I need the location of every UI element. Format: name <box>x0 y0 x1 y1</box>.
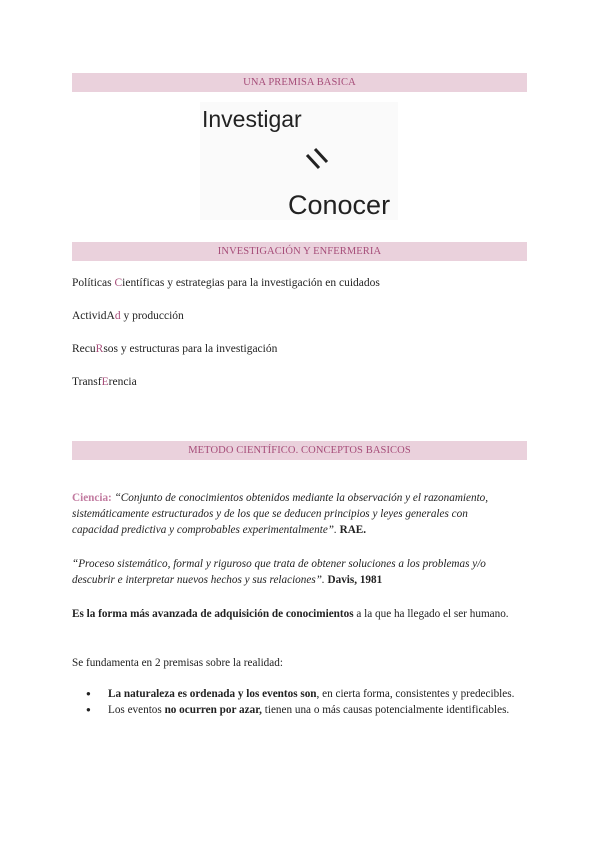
section-title-premisa: UNA PREMISA BASICA <box>72 73 527 92</box>
term-ciencia: Ciencia: <box>72 492 112 504</box>
definition-davis: “Proceso sistemático, formal y riguroso que trata de obtener soluciones a los problemas y/o descubrir e interpretar nuevos hechos y sus relaciones”. Davis, 1981 <box>72 558 486 586</box>
list-item: ActividAd y producción <box>72 310 184 322</box>
equals-icon <box>304 146 332 172</box>
list-item: Políticas Científicas y estrategias para la investigación en cuidados <box>72 277 380 289</box>
section-title-metodo: METODO CIENTÍFICO. CONCEPTOS BASICOS <box>72 441 527 460</box>
highlight-letter: R <box>95 343 104 355</box>
list-item: RecuRsos y estructuras para la investigación <box>72 343 278 355</box>
source-rae: RAE. <box>336 524 367 536</box>
highlight-letter: d <box>114 310 121 322</box>
highlight-letter: C <box>114 277 123 289</box>
list-item: ● La naturaleza es ordenada y los eventos son, en cierta forma, consistentes y predecibles. <box>72 686 527 702</box>
list-item: TransfErencia <box>72 376 137 388</box>
investigar-conocer-diagram <box>200 102 398 220</box>
premises-list <box>72 686 527 718</box>
list-item: ● Los eventos no ocurren por azar, tienen una o más causas potencialmente identificables. <box>72 702 527 718</box>
diagram-word-investigar: Investigar <box>202 106 302 132</box>
highlight-letter: E <box>101 376 109 388</box>
definition-ciencia: Ciencia: “Conjunto de conocimientos obtenidos mediante la observación y el razonamiento, sistemáticamente estructurados y de los que se deducen principios y leyes generales con capacidad predictiva y comprobables experimentalmente”. RAE. <box>72 492 489 536</box>
source-davis: Davis, 1981 <box>324 574 383 586</box>
statement-paragraph: Es la forma más avanzada de adquisición de conocimientos a la que ha llegado el ser humano. <box>72 608 509 620</box>
diagram-word-conocer: Conocer <box>288 190 391 220</box>
section-title-enfermeria: INVESTIGACIÓN Y ENFERMERIA <box>72 242 527 261</box>
premises-intro: Se fundamenta en 2 premisas sobre la realidad: <box>72 657 283 669</box>
